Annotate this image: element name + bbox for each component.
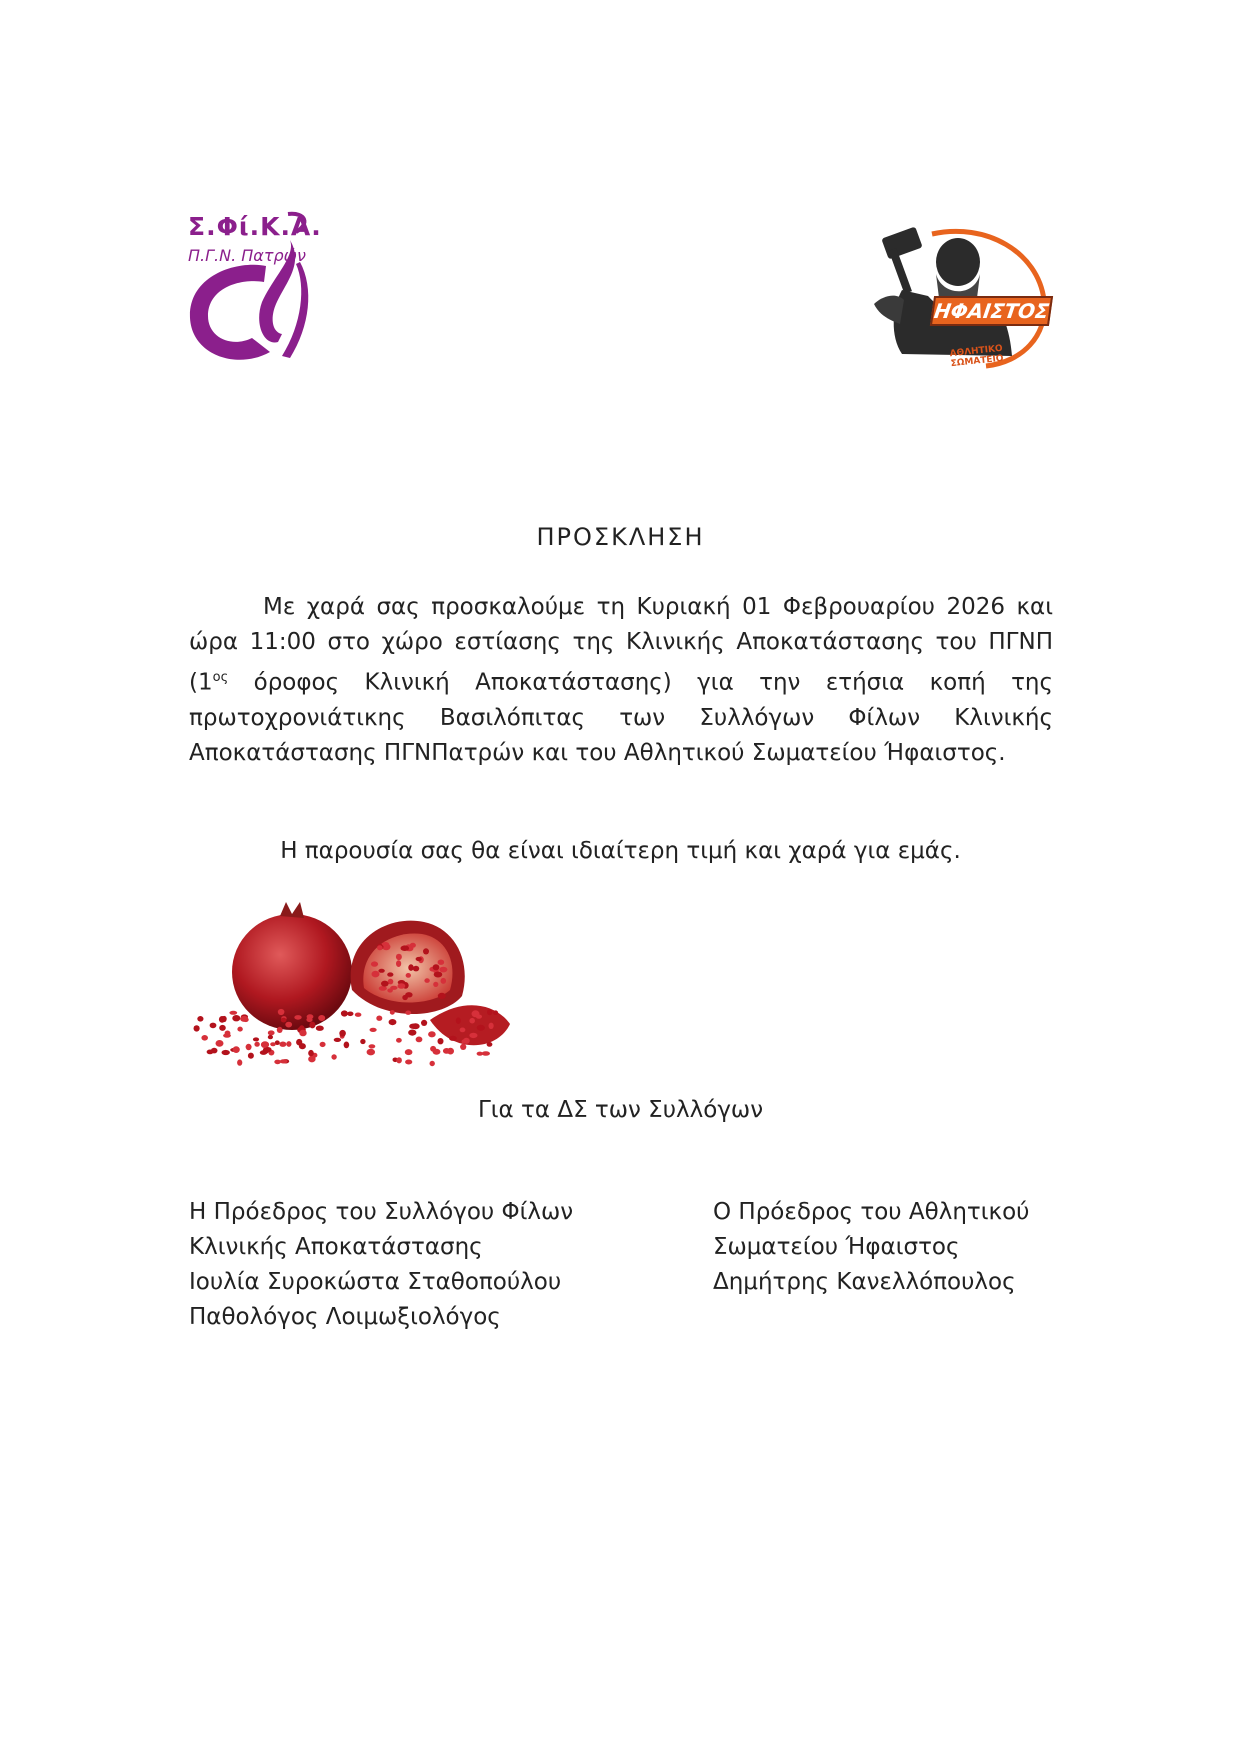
ifaistos-logo-name: ΗΦΑΙΣΤΟΣ [930,296,1053,326]
pomegranate-seed [438,1038,444,1044]
pomegranate-seed [299,1030,306,1037]
pomegranate-seed [286,1041,291,1047]
pomegranate-seed [232,1015,240,1021]
pomegranate-seed [339,1030,346,1037]
pomegranate-seed [443,1048,450,1054]
ifaistos-logo-subtitle: ΑΘΛΗΤΙΚΟ ΣΩΜΑΤΕΙΟ [949,343,1005,370]
pomegranate-seed [320,1042,326,1047]
pomegranate-seed [469,1018,475,1024]
signature-left-role: Παθολόγος Λοιμωξιολόγος [189,1304,501,1330]
signature-left-line: Η Πρόεδρος του Συλλόγου Φίλων [189,1199,574,1225]
signature-left [189,1195,573,1335]
pomegranate-seed [469,1033,477,1038]
signature-right-line: Σωματείου Ήφαιστος [713,1234,960,1260]
pomegranate-seed [308,1056,315,1063]
pomegranate-seed [416,957,422,961]
pomegranate-seed [433,982,438,987]
pomegranate-seed [194,1025,200,1031]
pomegranate-seed [264,1047,271,1052]
pomegranate-seed [456,1017,461,1024]
pomegranate-seed [280,1059,288,1063]
pomegranate-seed [408,1030,416,1036]
signature-left-name: Ιουλία Συροκώστα Σταθοπούλου [189,1269,562,1295]
invitation-paragraph [189,590,1053,771]
pomegranate-seed [274,1060,281,1065]
pomegranate-seed [268,1030,275,1035]
pomegranate-seed [477,1025,485,1031]
pomegranate-seed [430,1061,435,1066]
floor-ordinal-suffix: ος [212,670,229,685]
ifaistos-logo [862,226,1050,370]
pomegranate-seed [396,960,401,967]
pomegranate-seed [331,1054,336,1059]
pomegranate-seed [441,978,447,984]
pomegranate-seed [318,1015,325,1021]
pomegranate-seed [396,954,402,960]
sfika-logo-name: Σ.Φί.Κ.Α. [188,212,322,241]
invitation-text-part2: όροφος Κλινική Αποκατάστασης) για την ετήσια κοπή της πρωτοχρονιάτικης Βασιλόπιτας των Συλλόγων Φίλων Κλινικής Αποκατάστασης ΠΓΝΠατρών και του Αθλητικού Σωματείου Ήφαιστος. [189,669,1053,766]
pomegranate-seed [401,945,410,951]
pomegranate-seed [389,1019,397,1025]
pomegranate-seed [277,1027,283,1033]
pomegranate-seed [428,1031,436,1037]
pomegranate-seed [233,1046,240,1053]
pomegranate-seed [406,973,411,978]
pomegranate-seed [438,993,446,999]
pomegranate-seed [413,966,419,972]
pomegranate-seed [229,1011,237,1015]
pomegranate-seed [439,967,447,973]
pomegranate-seed [246,1044,252,1050]
pomegranate-seed [416,1037,423,1043]
pomegranate-seed [472,1010,480,1017]
pomegranate-seed [370,1028,377,1032]
pomegranate-seed [379,986,387,991]
pomegranate-seed [382,942,389,946]
pomegranate-seed [341,1010,348,1016]
pomegranate-seed [378,969,384,973]
pomegranate-seed [360,1039,365,1044]
pomegranate-seed [306,1017,312,1022]
pomegranate-seed [197,1016,203,1022]
pomegranate-seed [270,1042,276,1046]
pomegranate-seed [405,1011,411,1015]
pomegranate-seed [347,1012,353,1017]
signature-right-line: Ο Πρόεδρος του Αθλητικού [713,1199,1030,1225]
signature-right-name: Δημήτρης Κανελλόπουλος [713,1269,1016,1295]
invitation-text-part1: Με χαρά σας προσκαλούμε τη Κυριακή 01 Φεβρουαρίου 2026 και ώρα 11:00 στο χώρο εστίασης της Κλινικής Αποκατάστασης του ΠΓΝΠ (1 [189,594,1053,696]
pomegranate-seed [460,1044,466,1050]
presence-line: Η παρουσία σας θα είναι ιδιαίτερη τιμή και χαρά για εμάς. [280,838,961,864]
pomegranate-seed [398,983,406,989]
pomegranate-seed [493,1010,498,1015]
pomegranate-seed [434,972,443,978]
pomegranate-seed [487,1009,492,1015]
pomegranate-seed [316,1026,324,1031]
pomegranate-seed [387,988,393,992]
pomegranate-seed [367,1049,375,1056]
pomegranate-seed [377,945,383,950]
pomegranate-seed [309,1022,315,1029]
pomegranate-seed [405,992,412,997]
pomegranate-seed [237,1027,242,1032]
pomegranate-illustration [192,900,532,1068]
pomegranate-seed [219,1025,226,1031]
pomegranate-seed [294,1015,301,1020]
pomegranate-seed [463,1038,470,1044]
signature-right [713,1195,1029,1300]
pomegranate-seed [390,1010,395,1015]
pomegranate-seed [207,1050,214,1055]
pomegranate-seed [423,948,429,954]
pomegranate-seed [248,1053,254,1059]
on-behalf-line: Για τα ΔΣ των Συλλόγων [477,1097,764,1123]
pomegranate-seed [424,978,429,983]
pomegranate-image [192,900,532,1068]
pomegranate-seed [278,1009,285,1015]
pomegranate-seed [482,1051,490,1056]
pomegranate-seed [223,1034,231,1038]
pomegranate-seed [355,1013,362,1017]
pomegranate-seed [210,1023,217,1029]
pomegranate-seed [405,1049,413,1055]
pomegranate-seed [433,1049,441,1055]
pomegranate-seed [387,972,393,976]
pomegranate-seed [285,1022,292,1028]
pomegranate-seed [372,971,380,978]
pomegranate-seed [308,1050,314,1056]
pomegranate-seed [222,1050,230,1055]
pomegranate-seed [279,1042,286,1047]
pomegranate-seed [254,1042,259,1047]
signature-left-line: Κλινικής Αποκατάστασης [189,1234,483,1260]
pomegranate-seed [296,1039,302,1046]
pomegranate-seed [489,1023,494,1029]
pomegranate-seed [396,1038,402,1043]
pomegranate-seed [408,964,413,971]
pomegranate-seed [253,1037,259,1041]
pomegranate-seed [487,1042,493,1047]
pomegranate-seed [281,1018,287,1023]
document-title: ΠΡΟΣΚΛΗΣΗ [536,523,705,551]
pomegranate-seed [421,1020,427,1026]
pomegranate-seed [222,1016,227,1022]
pomegranate-seed [396,1057,402,1063]
pomegranate-seed [405,1060,412,1065]
pomegranate-seed [201,1035,208,1041]
pomegranate-seed [460,1028,466,1033]
pomegranate-seed [344,1042,350,1049]
pomegranate-seed [240,1016,248,1022]
pomegranate-seed [433,964,440,970]
pomegranate-seed [371,961,378,966]
pomegranate-seed [237,1059,242,1065]
pomegranate-seed [334,1038,341,1042]
pomegranate-seed [449,1036,457,1041]
pomegranate-seed [376,1016,382,1021]
pomegranate-seed [438,960,445,965]
pomegranate-seed [216,1040,224,1047]
pomegranate-seed [268,1035,273,1039]
pomegranate-seed [381,981,389,987]
pomegranate-seed [409,1024,418,1029]
sfika-logo-subtitle: Π.Γ.Ν. Πατρών [188,246,306,265]
sfika-logo [178,206,348,376]
pomegranate-seed [369,1044,376,1048]
